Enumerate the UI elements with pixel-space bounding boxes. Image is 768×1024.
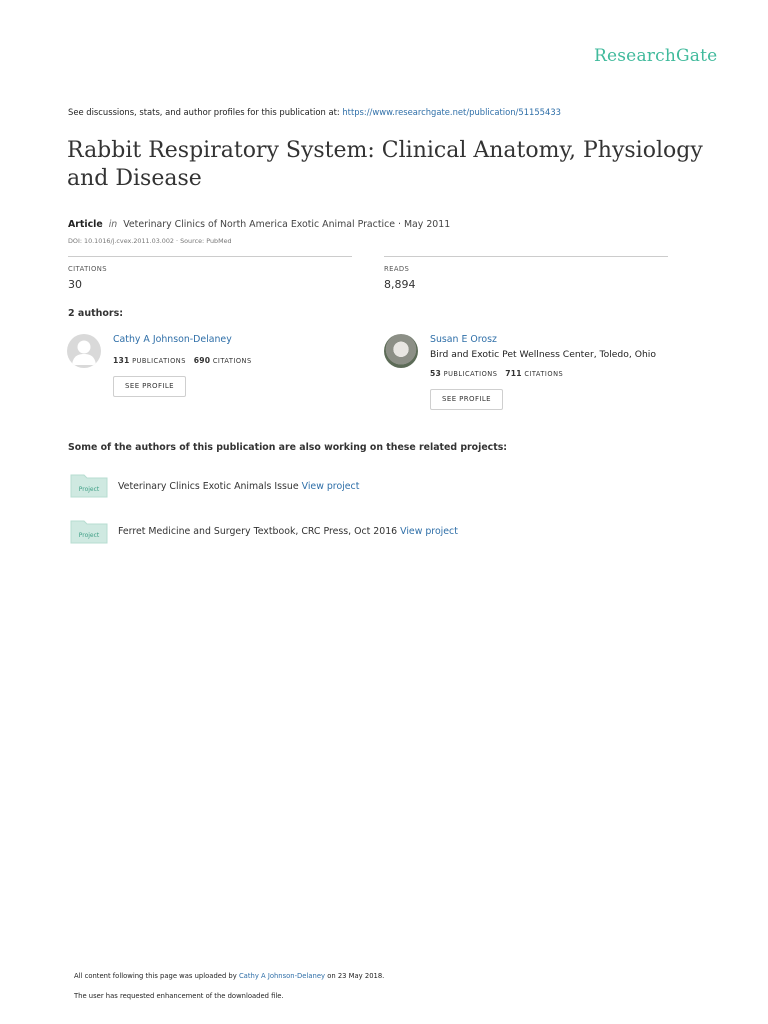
upload-note-post: on 23 May 2018.	[327, 972, 385, 980]
project-item	[118, 526, 458, 537]
see-profile-button[interactable]: SEE PROFILE	[430, 389, 503, 410]
author-publications-count: 53	[430, 369, 441, 378]
author-name-link[interactable]: Cathy A Johnson-Delaney	[113, 334, 232, 345]
view-project-link[interactable]: View project	[400, 526, 458, 537]
citations-divider	[68, 256, 352, 257]
project-item	[118, 481, 359, 492]
doi-line: DOI: 10.1016/j.cvex.2011.03.002 · Source: PubMed	[68, 237, 232, 245]
publication-title: Rabbit Respiratory System: Clinical Anatomy, Physiology and Disease	[67, 138, 703, 191]
journal-info: Veterinary Clinics of North America Exotic Animal Practice · May 2011	[123, 219, 451, 230]
article-type: Article	[68, 219, 103, 230]
author-avatar-photo[interactable]	[384, 334, 418, 368]
author-avatar-placeholder[interactable]	[67, 334, 101, 368]
author-citations-count: 690	[193, 356, 211, 365]
see-profile-button[interactable]: SEE PROFILE	[113, 376, 186, 397]
author-publications-label: PUBLICATIONS	[132, 357, 186, 365]
citations-label: CITATIONS	[68, 265, 108, 273]
upload-note	[74, 972, 384, 980]
see-discussions-text: See discussions, stats, and author profiles for this publication at:	[68, 107, 340, 117]
project-folder-icon[interactable]	[70, 472, 108, 498]
citations-value: 30	[68, 278, 82, 291]
view-project-link[interactable]: View project	[301, 481, 360, 492]
related-projects-heading: Some of the authors of this publication are also working on these related projects:	[68, 442, 508, 453]
reads-value: 8,894	[384, 278, 416, 291]
author-affiliation: Bird and Exotic Pet Wellness Center, Toledo, Ohio	[430, 349, 656, 360]
see-discussions-line	[68, 107, 561, 117]
upload-note-pre: All content following this page was uploaded by	[74, 972, 237, 980]
author-publications-count: 131	[113, 356, 130, 365]
researchgate-logo: ResearchGate	[594, 46, 718, 66]
uploader-link[interactable]: Cathy A Johnson-Delaney	[238, 972, 326, 980]
author-stats	[113, 356, 252, 365]
project-folder-icon[interactable]	[70, 518, 108, 544]
article-in: in	[108, 219, 118, 230]
person-icon	[67, 334, 101, 368]
project-title: Ferret Medicine and Surgery Textbook, CRC Press, Oct 2016	[118, 526, 398, 537]
reads-divider	[384, 256, 668, 257]
publication-url-link[interactable]: https://www.researchgate.net/publication/51155433	[342, 107, 561, 117]
project-icon-label: Project	[78, 486, 100, 493]
author-name-link[interactable]: Susan E Orosz	[430, 334, 497, 345]
author-citations-label: CITATIONS	[212, 357, 252, 365]
authors-heading: 2 authors:	[68, 308, 124, 319]
project-icon-label: Project	[78, 532, 100, 539]
author-stats	[430, 369, 563, 378]
enhancement-note: The user has requested enhancement of the downloaded file.	[74, 992, 284, 1000]
author-citations-count: 711	[505, 369, 522, 378]
article-meta	[68, 219, 450, 230]
author-citations-label: CITATIONS	[524, 370, 564, 378]
project-title: Veterinary Clinics Exotic Animals Issue	[118, 481, 299, 492]
reads-label: READS	[384, 265, 410, 273]
author-publications-label: PUBLICATIONS	[443, 370, 498, 378]
